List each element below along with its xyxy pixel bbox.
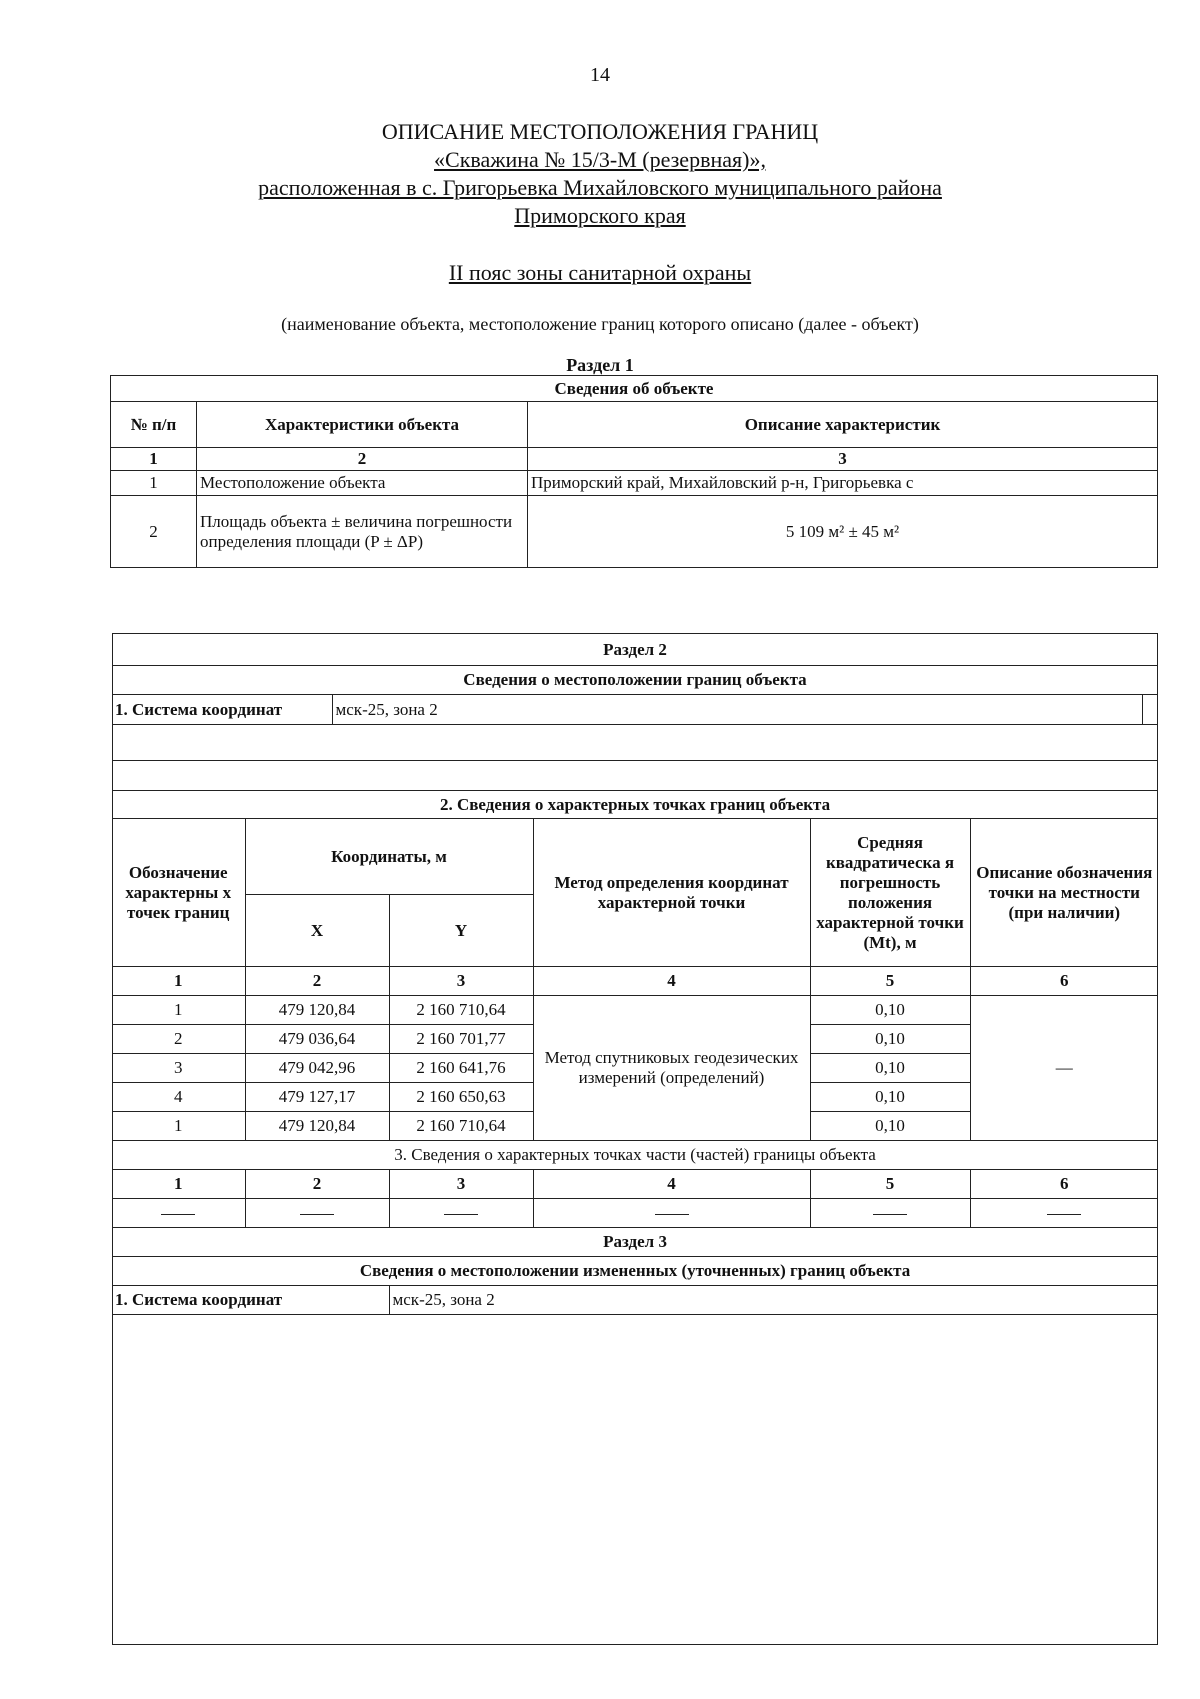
characteristic-location: Местоположение объекта bbox=[197, 471, 528, 496]
dash-mark bbox=[1047, 1214, 1081, 1215]
point-x: 479 042,96 bbox=[245, 1054, 389, 1083]
point-y: 2 160 650,63 bbox=[389, 1083, 533, 1112]
col-point-header: Обозначение характерны х точек границ bbox=[112, 819, 245, 967]
index-cell: 3 bbox=[389, 1170, 533, 1199]
point-mt: 0,10 bbox=[810, 1025, 970, 1054]
title-line-3: расположенная в с. Григорьевка Михайловского муниципального района bbox=[258, 175, 942, 200]
blank-row bbox=[112, 725, 1158, 761]
value-area: 5 109 м² ± 45 м² bbox=[528, 496, 1158, 568]
empty-dash-cell bbox=[533, 1199, 810, 1228]
point-id: 4 bbox=[112, 1083, 245, 1112]
descr-cell: — bbox=[970, 996, 1158, 1141]
section1-table bbox=[110, 375, 1158, 568]
index-cell: 3 bbox=[528, 448, 1158, 471]
empty-dash-cell bbox=[970, 1199, 1158, 1228]
index-cell: 5 bbox=[810, 967, 970, 996]
col-char-header: Характеристики объекта bbox=[197, 402, 528, 448]
section3-coord-value: мск-25, зона 2 bbox=[389, 1286, 1158, 1315]
empty-dash-cell bbox=[112, 1199, 245, 1228]
dash-mark bbox=[300, 1214, 334, 1215]
col-y-header: Y bbox=[389, 895, 533, 967]
section3-header: Сведения о местоположении измененных (уточненных) границ объекта bbox=[112, 1257, 1158, 1286]
index-cell: 1 bbox=[112, 1170, 245, 1199]
point-y: 2 160 701,77 bbox=[389, 1025, 533, 1054]
index-cell: 1 bbox=[111, 448, 197, 471]
dash-mark bbox=[444, 1214, 478, 1215]
dash-mark bbox=[873, 1214, 907, 1215]
row-number: 1 bbox=[111, 471, 197, 496]
index-cell: 5 bbox=[810, 1170, 970, 1199]
point-mt: 0,10 bbox=[810, 1112, 970, 1141]
point-x: 479 120,84 bbox=[245, 996, 389, 1025]
section2-header-table bbox=[112, 633, 1158, 761]
point-id: 2 bbox=[112, 1025, 245, 1054]
points-table bbox=[112, 790, 1158, 1315]
dash-mark bbox=[655, 1214, 689, 1215]
empty-dash-cell bbox=[389, 1199, 533, 1228]
page-number: 14 bbox=[590, 64, 610, 86]
empty-dash-cell bbox=[245, 1199, 389, 1228]
index-cell: 3 bbox=[389, 967, 533, 996]
section1-header: Сведения об объекте bbox=[111, 376, 1158, 402]
section2-caption: Раздел 2 bbox=[112, 634, 1158, 666]
index-cell: 4 bbox=[533, 967, 810, 996]
document-title bbox=[0, 118, 1200, 230]
index-cell: 6 bbox=[970, 967, 1158, 996]
point-x: 479 036,64 bbox=[245, 1025, 389, 1054]
index-cell: 2 bbox=[245, 967, 389, 996]
index-cell: 4 bbox=[533, 1170, 810, 1199]
point-id: 1 bbox=[112, 996, 245, 1025]
point-mt: 0,10 bbox=[810, 996, 970, 1025]
col-descr-header: Описание обозначения точки на местности (при наличии) bbox=[970, 819, 1158, 967]
point-y: 2 160 641,76 bbox=[389, 1054, 533, 1083]
coord-system-value: мск-25, зона 2 bbox=[332, 695, 1142, 725]
zone-label: II пояс зоны санитарной охраны bbox=[448, 260, 752, 285]
dash-mark bbox=[161, 1214, 195, 1215]
point-x: 479 127,17 bbox=[245, 1083, 389, 1112]
value-location: Приморский край, Михайловский р-н, Григорьевка с bbox=[528, 471, 1158, 496]
col-num-header: № п/п bbox=[111, 402, 197, 448]
section3-caption: Раздел 3 bbox=[112, 1228, 1158, 1257]
coord-system-label: 1. Система координат bbox=[112, 695, 332, 725]
empty-dash-cell bbox=[810, 1199, 970, 1228]
col-coords-header: Координаты, м bbox=[245, 819, 533, 895]
section2-header: Сведения о местоположении границ объекта bbox=[112, 666, 1158, 695]
col-mt-header: Средняя квадратическа я погрешность положения характерной точки (Mt), м bbox=[810, 819, 970, 967]
point-id: 3 bbox=[112, 1054, 245, 1083]
points-header: 2. Сведения о характерных точках границ объекта bbox=[112, 791, 1158, 819]
point-mt: 0,10 bbox=[810, 1054, 970, 1083]
title-line-1: ОПИСАНИЕ МЕСТОПОЛОЖЕНИЯ ГРАНИЦ bbox=[381, 119, 819, 144]
object-caption: (наименование объекта, местоположение границ которого описано (далее - объект) bbox=[281, 314, 919, 334]
col-method-header: Метод определения координат характерной точки bbox=[533, 819, 810, 967]
title-line-4: Приморского края bbox=[514, 203, 686, 228]
point-y: 2 160 710,64 bbox=[389, 1112, 533, 1141]
point-mt: 0,10 bbox=[810, 1083, 970, 1112]
section1-caption: Раздел 1 bbox=[566, 355, 634, 375]
row-number: 2 bbox=[111, 496, 197, 568]
characteristic-area: Площадь объекта ± величина погрешности определения площади (P ± ΔP) bbox=[197, 496, 528, 568]
index-cell: 1 bbox=[112, 967, 245, 996]
point-y: 2 160 710,64 bbox=[389, 996, 533, 1025]
section3-coord-label: 1. Система координат bbox=[112, 1286, 389, 1315]
point-id: 1 bbox=[112, 1112, 245, 1141]
title-line-2: «Скважина № 15/3-М (резервная)», bbox=[434, 147, 766, 172]
coord-system-spacer bbox=[1142, 695, 1158, 725]
part-points-header: 3. Сведения о характерных точках части (частей) границы объекта bbox=[112, 1141, 1158, 1170]
col-x-header: X bbox=[245, 895, 389, 967]
point-x: 479 120,84 bbox=[245, 1112, 389, 1141]
col-desc-header: Описание характеристик bbox=[528, 402, 1158, 448]
index-cell: 2 bbox=[245, 1170, 389, 1199]
method-cell: Метод спутниковых геодезических измерений (определений) bbox=[533, 996, 810, 1141]
index-cell: 2 bbox=[197, 448, 528, 471]
index-cell: 6 bbox=[970, 1170, 1158, 1199]
